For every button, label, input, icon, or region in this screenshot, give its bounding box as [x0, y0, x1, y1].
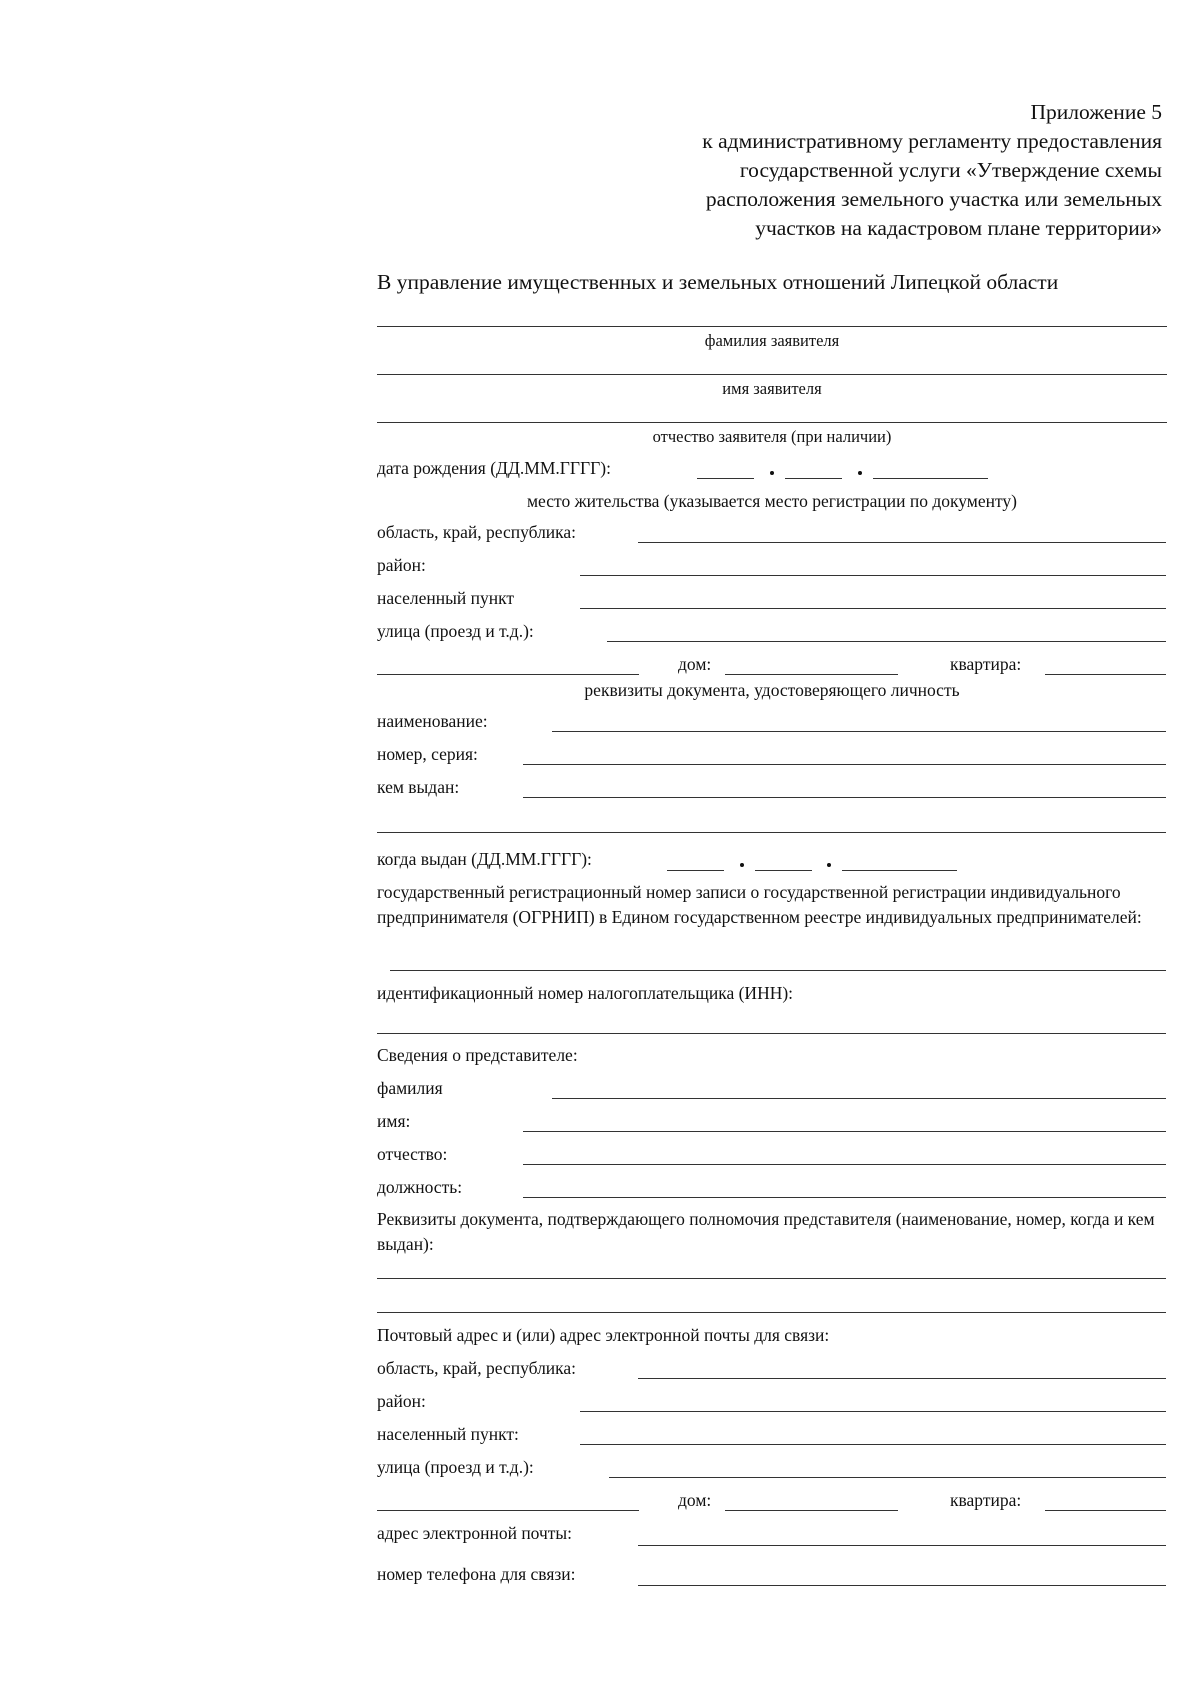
residence-house-field[interactable] [725, 674, 898, 675]
contact-street-label: улица (проезд и т.д.): [377, 1457, 534, 1477]
residence-region-field[interactable] [638, 542, 1166, 543]
residence-district-field[interactable] [580, 575, 1166, 576]
rep-name-field[interactable] [523, 1131, 1166, 1132]
doc-issued-month-field[interactable] [755, 870, 812, 871]
contact-house-field[interactable] [725, 1510, 898, 1511]
doc-number-field[interactable] [523, 764, 1166, 765]
patronymic-caption: отчество заявителя (при наличии) [652, 427, 892, 446]
appendix-line-3: расположения земельного участка или земельных [705, 187, 1162, 211]
doc-issued-date-label: когда выдан (ДД.ММ.ГГГГ): [377, 849, 592, 869]
surname-caption: фамилия заявителя [704, 331, 840, 350]
appendix-line-2: государственной услуги «Утверждение схемы [739, 158, 1162, 182]
residence-apartment-field[interactable] [1045, 674, 1166, 675]
birth-day-field[interactable] [697, 478, 754, 479]
contact-locality-label: населенный пункт: [377, 1424, 519, 1444]
contact-email-field[interactable] [638, 1545, 1166, 1546]
rep-surname-field[interactable] [552, 1098, 1166, 1099]
rep-position-label: должность: [377, 1177, 463, 1197]
ogrnip-label: государственный регистрационный номер записи о государственной регистрации индивидуального предпринимателя (ОГРНИП) в Едином государственном реестре индивидуальных предпринимателей: [377, 882, 1142, 927]
contact-locality-field[interactable] [580, 1444, 1166, 1445]
doc-issued-year-field[interactable] [842, 870, 957, 871]
contact-street-field[interactable] [609, 1477, 1166, 1478]
rep-authority-doc-field-2[interactable] [377, 1312, 1166, 1313]
contact-email-label: адрес электронной почты: [377, 1523, 573, 1543]
birth-month-field[interactable] [785, 478, 842, 479]
doc-number-label: номер, серия: [377, 744, 478, 764]
addressee: В управление имущественных и земельных отношений Липецкой области [377, 270, 1059, 294]
doc-issued-day-field[interactable] [667, 870, 724, 871]
contact-apartment-label: квартира: [950, 1490, 1022, 1510]
residence-street-label: улица (проезд и т.д.): [377, 621, 534, 641]
contact-street-cont-field[interactable] [377, 1510, 639, 1511]
residence-caption: место жительства (указывается место регистрации по документу) [526, 491, 1018, 511]
surname-field[interactable] [377, 326, 1167, 327]
contact-apartment-field[interactable] [1045, 1510, 1166, 1511]
birth-date-label: дата рождения (ДД.ММ.ГГГГ): [377, 458, 611, 478]
residence-house-label: дом: [678, 654, 712, 674]
doc-issued-by-label: кем выдан: [377, 777, 460, 797]
doc-issued-by-field[interactable] [523, 797, 1166, 798]
residence-apartment-label: квартира: [950, 654, 1022, 674]
residence-street-cont-field[interactable] [377, 674, 639, 675]
ogrnip-field[interactable] [390, 970, 1166, 971]
contact-heading: Почтовый адрес и (или) адрес электронной почты для связи: [377, 1325, 830, 1345]
representative-heading: Сведения о представителе: [377, 1045, 578, 1065]
rep-name-label: имя: [377, 1111, 411, 1131]
contact-district-field[interactable] [580, 1411, 1166, 1412]
patronymic-field[interactable] [377, 422, 1167, 423]
residence-region-label: область, край, республика: [377, 522, 577, 542]
contact-phone-label: номер телефона для связи: [377, 1564, 576, 1584]
rep-authority-doc-field-1[interactable] [377, 1278, 1166, 1279]
doc-name-field[interactable] [552, 731, 1166, 732]
residence-district-label: район: [377, 555, 426, 575]
doc-name-label: наименование: [377, 711, 488, 731]
residence-locality-label: населенный пункт [377, 588, 515, 608]
appendix-number: Приложение 5 [1030, 100, 1162, 124]
contact-region-field[interactable] [638, 1378, 1166, 1379]
date-separator [770, 471, 774, 475]
name-caption: имя заявителя [722, 379, 822, 398]
date-separator [858, 471, 862, 475]
contact-phone-field[interactable] [638, 1585, 1166, 1586]
appendix-line-4: участков на кадастровом плане территории» [755, 216, 1162, 240]
birth-year-field[interactable] [873, 478, 988, 479]
doc-issued-by-cont-field[interactable] [377, 832, 1166, 833]
residence-street-field[interactable] [607, 641, 1166, 642]
name-field[interactable] [377, 374, 1167, 375]
contact-region-label: область, край, республика: [377, 1358, 577, 1378]
residence-locality-field[interactable] [580, 608, 1166, 609]
date-separator [740, 863, 744, 867]
rep-authority-doc-label: Реквизиты документа, подтверждающего полномочия представителя (наименование, номер, когда и кем выдан): [377, 1209, 1155, 1254]
rep-surname-label: фамилия [377, 1078, 443, 1098]
rep-patronymic-field[interactable] [523, 1164, 1166, 1165]
inn-label: идентификационный номер налогоплательщика (ИНН): [377, 983, 794, 1003]
rep-position-field[interactable] [523, 1197, 1166, 1198]
inn-field[interactable] [377, 1033, 1166, 1034]
contact-house-label: дом: [678, 1490, 712, 1510]
contact-district-label: район: [377, 1391, 426, 1411]
appendix-line-1: к административному регламенту предоставления [702, 129, 1162, 153]
identity-doc-caption: реквизиты документа, удостоверяющего личность [584, 680, 960, 700]
date-separator [827, 863, 831, 867]
rep-patronymic-label: отчество: [377, 1144, 448, 1164]
